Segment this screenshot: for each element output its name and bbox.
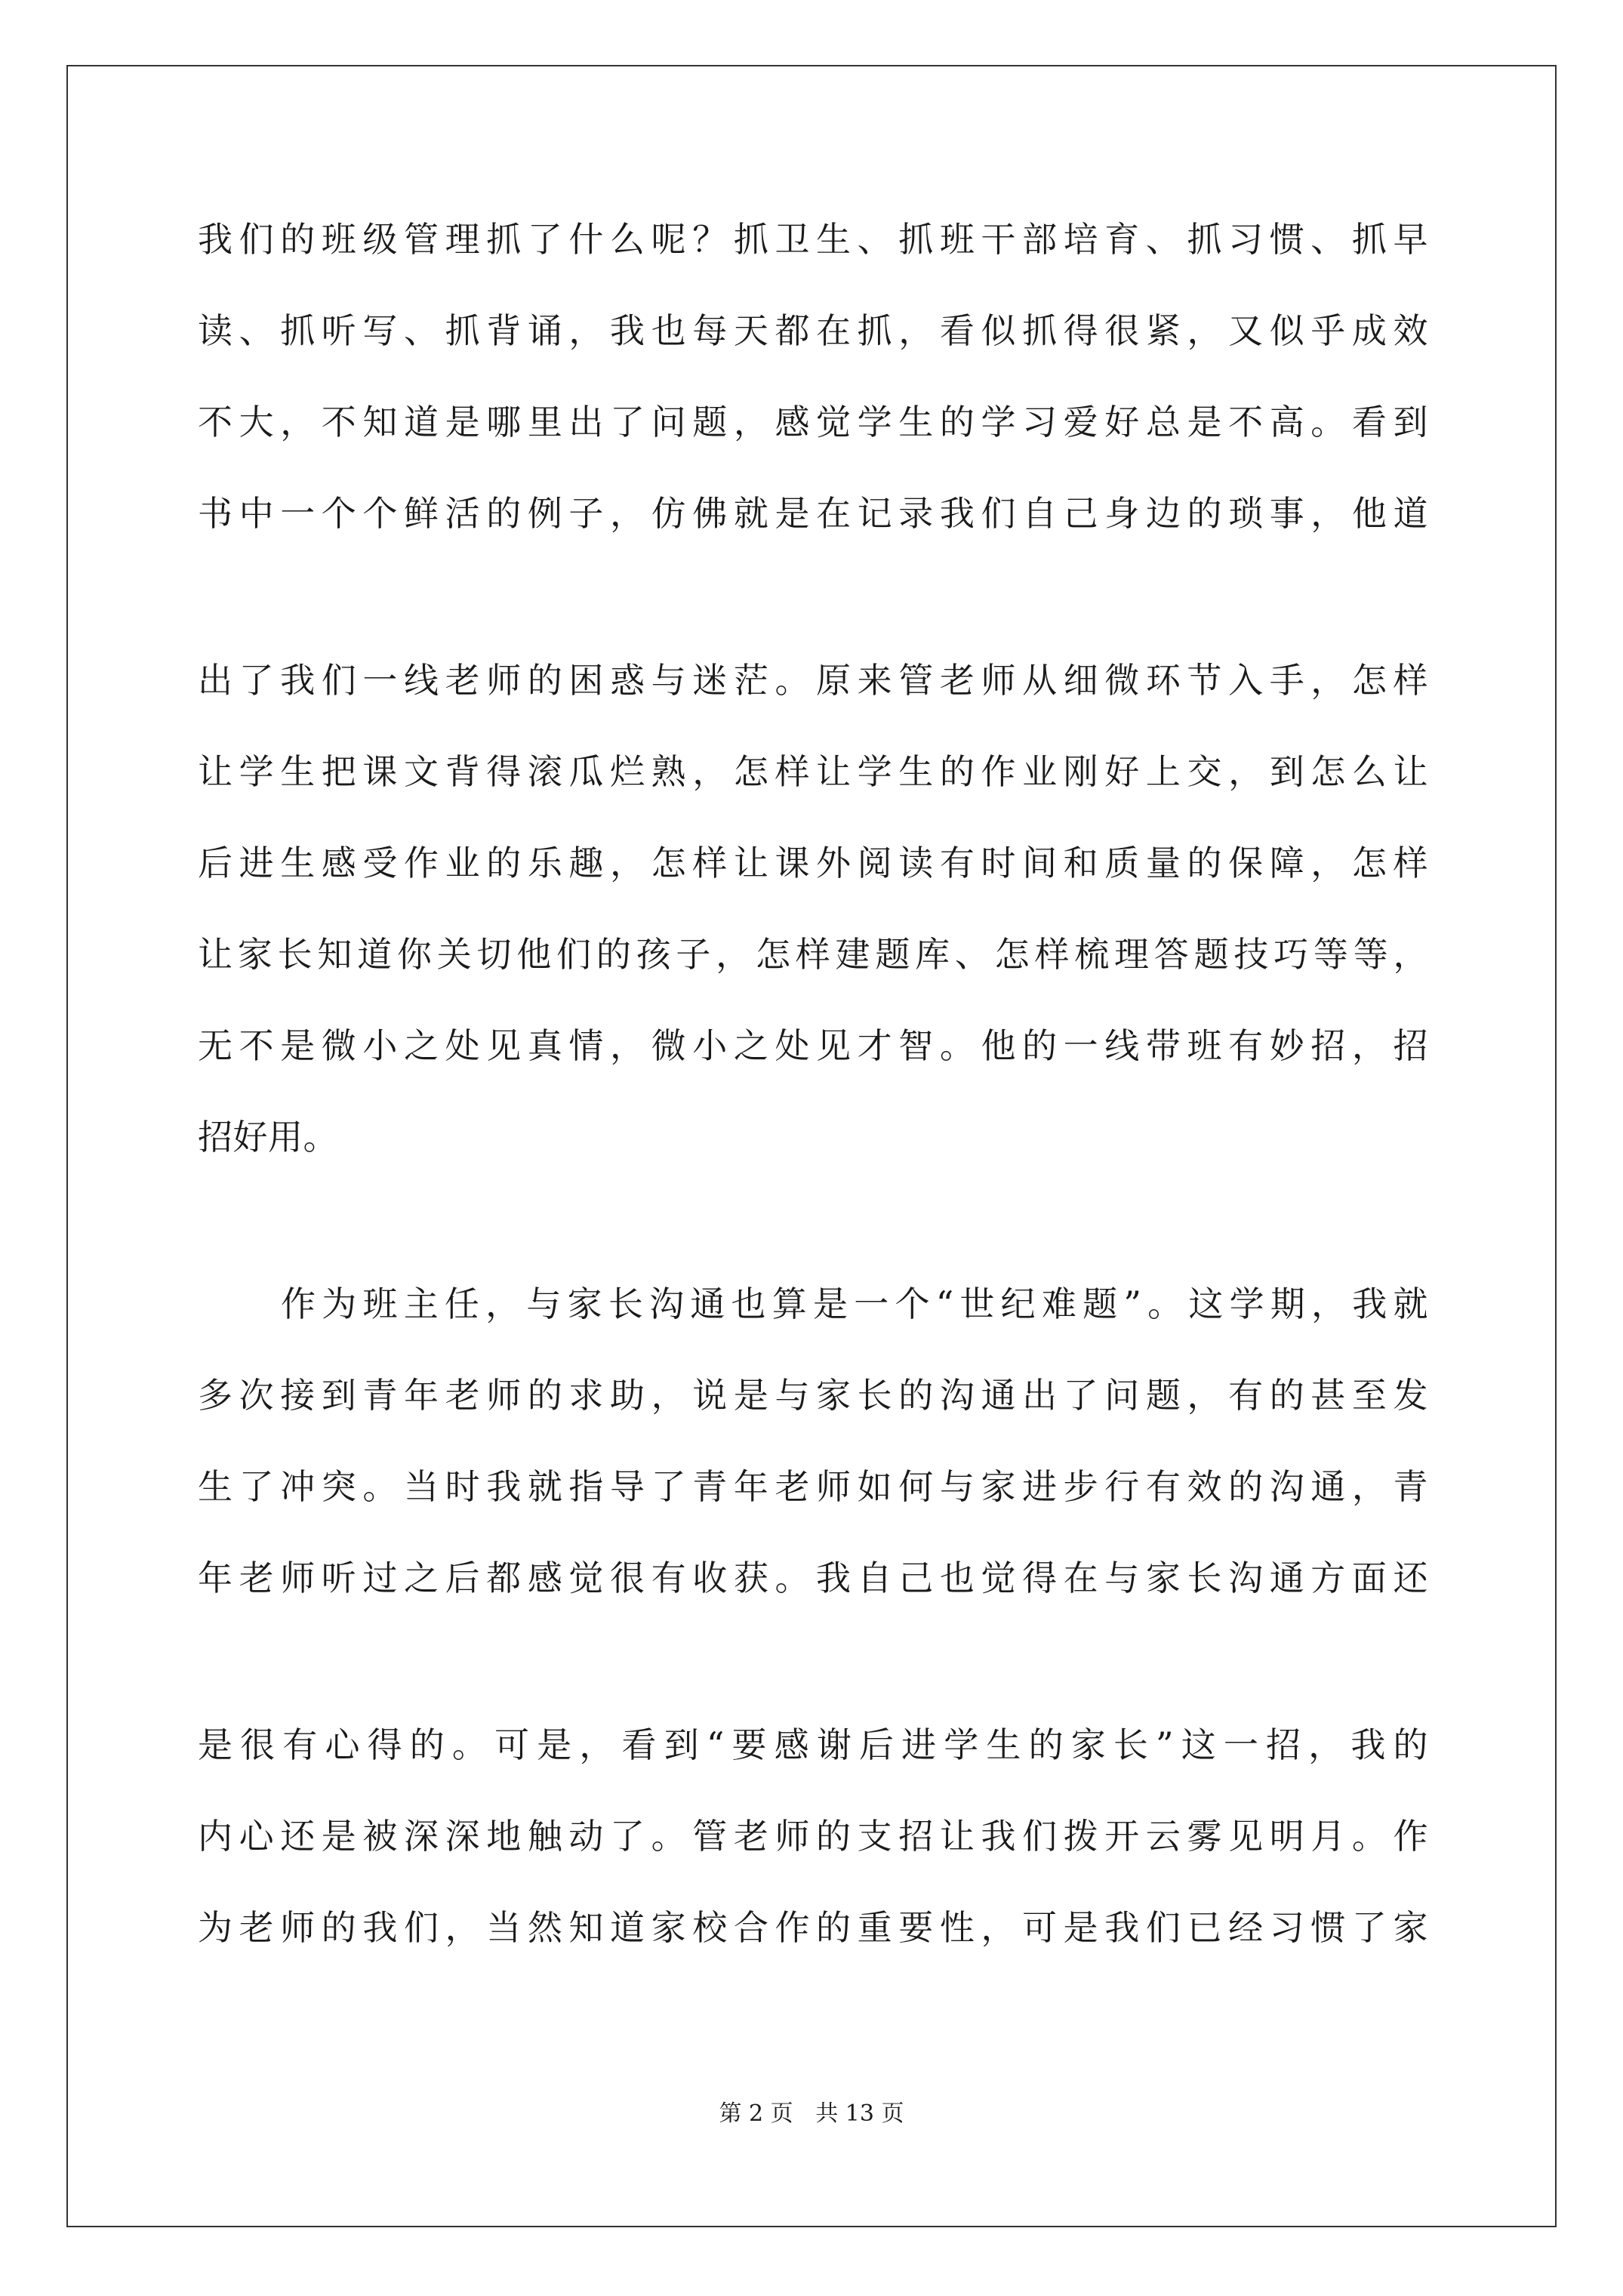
text-line: 内心还是被深深地触动了。管老师的支招让我们拨开云雾见明月。作: [198, 1816, 1428, 1857]
text-line: 是很有心得的。可是，看到“要感谢后进学生的家长”这一招，我的: [198, 1724, 1428, 1765]
paragraph-first-line: 作为班主任，与家长沟通也算是一个“世纪难题”。这学期，我就: [281, 1284, 1428, 1324]
text-line: 无不是微小之处见真情，微小之处见才智。他的一线带班有妙招，招: [198, 1025, 1428, 1066]
text-line: 读、抓听写、抓背诵，我也每天都在抓，看似抓得很紧，又似乎成效: [198, 310, 1428, 351]
text-line: 让家长知道你关切他们的孩子，怎样建题库、怎样梳理答题技巧等等，: [198, 934, 1428, 975]
page-total: 共 13 页: [815, 2100, 904, 2127]
text-line: 不大，不知道是哪里出了问题，感觉学生的学习爱好总是不高。看到: [198, 402, 1428, 442]
text-line: 年老师听过之后都感觉很有收获。我自己也觉得在与家长沟通方面还: [198, 1558, 1428, 1598]
page-footer: [0, 2099, 1623, 2129]
text-line: 我们的班级管理抓了什么呢？抓卫生、抓班干部培育、抓习惯、抓早: [198, 219, 1428, 260]
text-line: 多次接到青年老师的求助，说是与家长的沟通出了问题，有的甚至发: [198, 1375, 1428, 1416]
text-line: 让学生把课文背得滚瓜烂熟，怎样让学生的作业刚好上交，到怎么让: [198, 751, 1428, 792]
text-line: 为老师的我们，当然知道家校合作的重要性，可是我们已经习惯了家: [198, 1907, 1428, 1948]
text-line: 生了冲突。当时我就指导了青年老师如何与家进步行有效的沟通，青: [198, 1466, 1428, 1507]
text-line: 招好用。: [198, 1117, 338, 1157]
page-number: 第 2 页: [719, 2100, 793, 2127]
text-line: 后进生感受作业的乐趣，怎样让课外阅读有时间和质量的保障，怎样: [198, 843, 1428, 883]
text-line: 出了我们一线老师的困惑与迷茫。原来管老师从细微环节入手，怎样: [198, 660, 1428, 701]
text-line: 书中一个个鲜活的例子，仿佛就是在记录我们自己身边的琐事，他道: [198, 493, 1428, 534]
